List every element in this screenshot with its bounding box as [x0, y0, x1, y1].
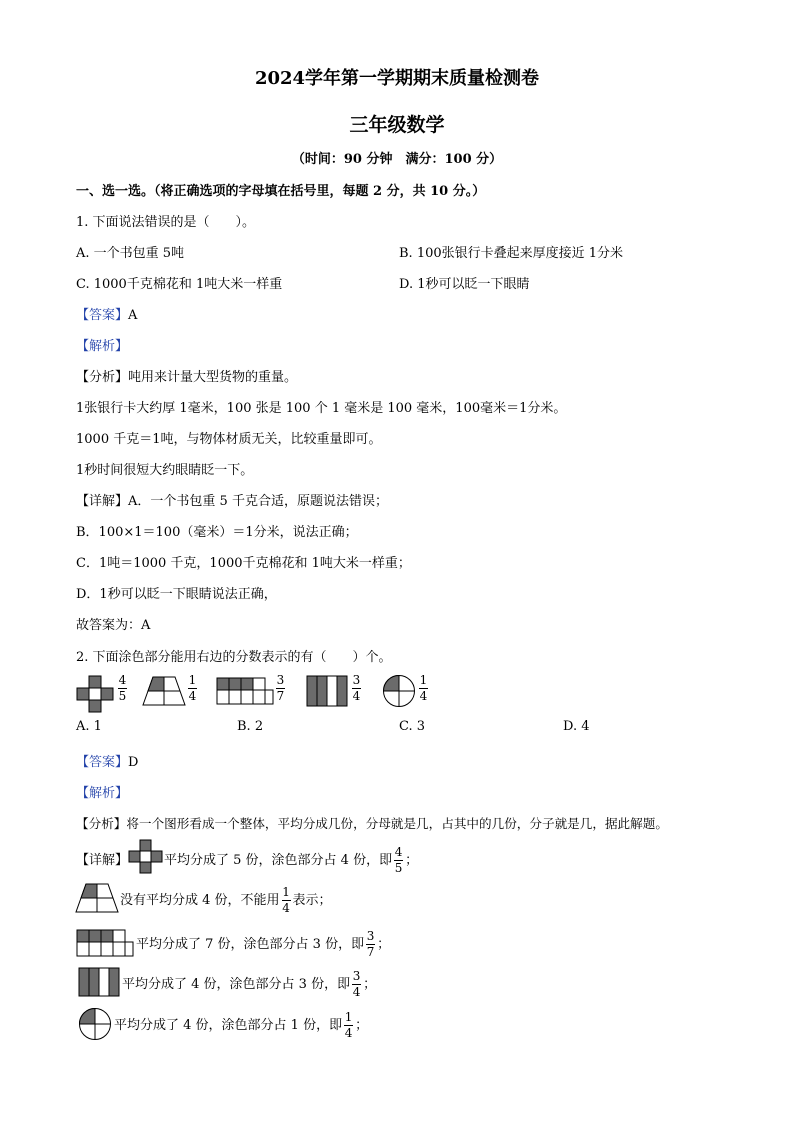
q1-line-3: 1秒时间很短大约眼睛眨一下。: [76, 463, 254, 478]
fraction-numerator: 3: [352, 969, 361, 983]
fenxi-label: 【分析】: [76, 816, 127, 831]
fraction-3: [274, 674, 287, 703]
q1-analysis-label: 【解析】: [76, 339, 129, 354]
detail-a-text: A．一个书包重 5 千克合适，原题说法错误；: [128, 494, 388, 509]
q1-detail-c: C．1吨＝1000 千克，1000千克棉花和 1吨大米一样重；: [76, 556, 411, 571]
fraction-numerator: 4: [118, 673, 127, 687]
q2-detail-2: [120, 886, 332, 915]
fraction-denominator: 4: [352, 985, 361, 999]
answer-label: 【答案】: [76, 755, 129, 770]
detail-5-end: ；: [355, 1018, 369, 1033]
fenxi-label: 【分析】: [76, 370, 129, 385]
fenxi-text: 吨用来计量大型货物的重量。: [128, 370, 298, 385]
section-heading: 一、选一选。（将正确选项的字母填在括号里，每题 2 分，共 10 分。）: [76, 184, 486, 199]
fraction-denominator: 7: [366, 945, 375, 959]
fraction-4: [350, 674, 363, 703]
fraction-denominator: 7: [276, 689, 285, 703]
quartered-circle-figure-small: [79, 1008, 111, 1040]
fraction-5: [417, 674, 430, 703]
q2-option-b: B. 2: [237, 719, 264, 734]
fraction-numerator: 1: [419, 673, 428, 687]
page-subtitle: 三年级数学: [349, 114, 445, 136]
q2-detail-4: [122, 970, 376, 999]
answer-value: D: [128, 755, 139, 770]
q1-line-1: 1张银行卡大约厚 1毫米，100 张是 100 个 1 毫米是 100 毫米，100毫米＝1分米。: [76, 401, 567, 416]
question-1-stem: 1. 下面说法错误的是（ ）。: [76, 215, 256, 230]
detail-4-text: 平均分成了 4 份，涂色部分占 3 份，即: [122, 977, 351, 992]
q2-detail-5: [114, 1011, 368, 1040]
four-column-figure-small: [79, 968, 119, 996]
fraction-denominator: 4: [419, 689, 428, 703]
q2-detail-3: [136, 930, 390, 959]
fraction-denominator: 5: [118, 689, 127, 703]
trapezoid-figure: [143, 677, 185, 705]
four-column-figure: [307, 676, 347, 706]
fraction-numerator: 1: [344, 1010, 353, 1024]
detail-2-text: 没有平均分成 4 份，不能用: [120, 893, 280, 908]
detail-1-text: 平均分成了 5 份，涂色部分占 4 份，即: [164, 853, 393, 868]
detail-5-text: 平均分成了 4 份，涂色部分占 1 份，即: [114, 1018, 343, 1033]
fraction-denominator: 4: [344, 1026, 353, 1040]
q1-conclusion: 故答案为：A: [76, 618, 151, 633]
detail-1-end: ；: [405, 853, 419, 868]
detail-3-text: 平均分成了 7 份，涂色部分占 3 份，即: [136, 937, 365, 952]
fraction-denominator: 5: [394, 861, 403, 875]
seven-part-bar-figure: [217, 678, 273, 704]
fraction-numerator: 3: [276, 673, 285, 687]
q2-option-a: A. 1: [76, 719, 102, 734]
q1-option-a: A. 一个书包重 5吨: [76, 246, 185, 261]
fenxi-text: 将一个图形看成一个整体，平均分成几份，分母就是几，占其中的几份，分子就是几，据此解题。: [126, 816, 668, 831]
q1-line-2: 1000 千克＝1吨，与物体材质无关，比较重量即可。: [76, 432, 382, 447]
q1-fenxi: [76, 366, 297, 385]
fraction-numerator: 3: [352, 673, 361, 687]
q2-fenxi: [76, 813, 668, 832]
answer-label: 【答案】: [76, 308, 129, 323]
detail-4-end: ；: [363, 977, 377, 992]
q2-answer: [76, 751, 138, 770]
cross-shape-figure: [77, 676, 113, 712]
q2-option-c: C. 3: [399, 719, 426, 734]
detail-2-end: 表示；: [292, 893, 332, 908]
fraction-1: [116, 674, 129, 703]
cross-shape-figure-small: [129, 840, 162, 873]
fraction-numerator: 3: [366, 929, 375, 943]
exam-info: （时间：90 分钟 满分：100 分）: [291, 152, 503, 167]
quartered-circle-figure: [383, 675, 415, 707]
q2-detail-1: [164, 846, 418, 875]
question-2-stem: 2. 下面涂色部分能用右边的分数表示的有（ ）个。: [76, 650, 392, 665]
fraction-numerator: 1: [188, 673, 197, 687]
seven-part-bar-figure-small: [77, 930, 133, 956]
fraction-2: [186, 674, 199, 703]
page-title: 2024学年第一学期期末质量检测卷: [254, 68, 540, 89]
fraction-denominator: 4: [282, 901, 290, 915]
answer-value: A: [128, 308, 138, 323]
fraction-denominator: 4: [188, 689, 197, 703]
xiangjie-label: 【详解】: [76, 494, 129, 509]
fraction-numerator: 4: [394, 845, 403, 859]
q2-option-d: D. 4: [563, 719, 590, 734]
q1-detail-d: D．1秒可以眨一下眼睛说法正确，: [76, 587, 277, 602]
q1-detail-a: [76, 490, 388, 509]
fraction-numerator: 1: [282, 885, 290, 899]
q1-detail-b: B．100×1＝100（毫米）＝1分米，说法正确；: [76, 525, 358, 540]
q1-option-b: B. 100张银行卡叠起来厚度接近 1分米: [399, 246, 624, 261]
q2-xiangjie-label: 【详解】: [76, 853, 129, 868]
trapezoid-figure-small: [76, 884, 118, 912]
q1-answer: [76, 304, 137, 323]
detail-3-end: ；: [377, 937, 391, 952]
fraction-denominator: 4: [352, 689, 361, 703]
q1-option-d: D. 1秒可以眨一下眼睛: [399, 277, 530, 292]
q1-option-c: C. 1000千克棉花和 1吨大米一样重: [76, 277, 283, 292]
q2-analysis-label: 【解析】: [76, 786, 129, 801]
